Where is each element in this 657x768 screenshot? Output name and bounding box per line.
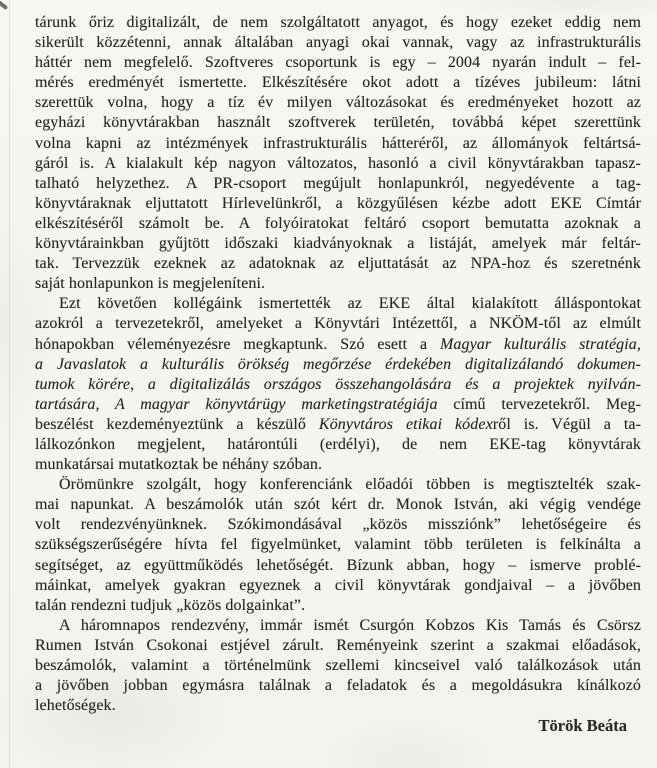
italic-text-segment: tartására, A magyar könyvtárügy marketingstratégiája (35, 395, 438, 413)
italic-text-segment: Magyar kulturális stratégia, (439, 335, 641, 353)
text-segment: ről is. Végül a ta- (492, 415, 642, 433)
text-segment: volt rendezvényünknek. Szókimondásával „közös missziónk” lehetőségeire és (35, 516, 641, 534)
text-line (35, 134, 641, 154)
text-segment: segítséget, az együttműködés lehetőségét. Bízunk abban, hogy – ismerve problé- (35, 556, 641, 574)
text-line (35, 294, 641, 314)
text-line (35, 676, 641, 696)
text-line (35, 576, 641, 596)
text-segment: beszámolók, valamint a történelmünk szellemi kincseivel való találkozások után (35, 657, 641, 674)
text-segment: azokról a tervezetekről, amelyeket a Könyvtári Intézettől, a NKÖM-től az elmúlt (35, 315, 641, 333)
text-line (35, 33, 641, 53)
scan-artifact-edge-line (9, 0, 10, 768)
text-line (35, 113, 641, 133)
text-segment: mai napunkat. A beszámolók után szót kért dr. Monok István, aki végig vendége (35, 496, 641, 514)
text-segment: máinkat, amelyek gyakran egyeznek a civil könyvtárak gondjaival – a jövőben (35, 576, 641, 594)
text-line (35, 556, 641, 576)
author-signature: Török Beáta (538, 716, 627, 735)
italic-text-segment: tumok körére, a digitalizálás országos összehangolására és a projektek nyilván- (35, 375, 641, 393)
text-segment: háttér nem megfelelő. Szoftveres csoportunk is egy – 2004 nyarán indult – fel- (35, 54, 641, 72)
text-segment: A háromnapos rendezvény, immár ismét Csurgón Kobzos Kis Tamás és Csörsz (59, 616, 641, 634)
text-segment: hónapokban véleményezésre megkaptunk. Szó esett a (35, 335, 440, 353)
text-line (35, 194, 641, 214)
text-segment: volna kapni az intézmények infrastrukturális hátteréről, az állományok feltártsá- (35, 134, 641, 152)
text-segment: talható helyzethez. A PR-csoport megújult honlapunkról, negyedévente a tag- (35, 174, 641, 192)
text-segment: szükségszerűségére hívta fel figyelmünket, valamint több területen is felkínálta a (35, 536, 641, 554)
text-segment: tárunk őriz digitalizált, de nem szolgáltatott anyagot, és hogy ezeket eddig nem (35, 14, 641, 31)
italic-text-segment: Könyvtáros etikai kódex (318, 415, 493, 433)
text-line (35, 395, 641, 415)
text-line (35, 254, 641, 274)
text-line (35, 174, 641, 194)
text-line (35, 154, 641, 174)
text-line (35, 13, 641, 33)
text-segment: Ezt követően kollégáink ismertették az EKE által kialakított álláspontokat (59, 295, 641, 313)
text-line (35, 214, 641, 234)
text-line (35, 234, 641, 254)
text-line (35, 656, 641, 676)
text-segment: mérés eredményét ismertette. Elkészítésére okot adott a tízéves jubileum: látni (35, 74, 641, 92)
text-segment: tak. Tervezzük ezeknek az adatoknak az eljuttatását az NPA-hoz és szeretnénk (35, 255, 641, 273)
text-line (35, 495, 641, 515)
text-line (35, 475, 641, 495)
text-line (35, 375, 641, 395)
text-line (35, 435, 641, 455)
text-line (35, 596, 641, 616)
text-line (35, 535, 641, 555)
text-line (35, 314, 641, 334)
text-segment: Örömünkre szolgált, hogy konferenciánk előadói többen is megtisztelték szak- (59, 476, 641, 494)
text-segment: saját honlapunkon is megjeleníteni. (35, 275, 266, 293)
text-segment: munkatársai mutatkoztak be néhány szóban. (35, 456, 323, 474)
text-segment: a jövőben jobban egymásra találnak a feladatok és a megoldásukra kínálkozó (35, 677, 641, 695)
text-segment: könyvtárainkban gyűjtött időszaki kiadványoknak a listáját, amelyek már feltár- (35, 235, 641, 253)
text-line (35, 455, 641, 475)
text-segment: könyvtáraknak eljuttatott Hírlevelünkről, a közgyűlésen kézbe adott EKE Címtár (35, 194, 641, 212)
text-segment: lálkozónkon megjelent, határontúli (erdélyi), de nem EKE-tag könyvtárak (35, 435, 641, 453)
text-line (35, 616, 641, 636)
text-segment: Rumen István Csokonai estjével zárult. Reményeink szerint a szakmai előadások, (35, 636, 641, 654)
text-line (35, 415, 641, 435)
scan-artifact-corner-mark (0, 0, 8, 10)
text-line (35, 355, 641, 375)
text-line (35, 696, 641, 716)
italic-text-segment: a Javaslatok a kulturális örökség megőrzése érdekében digitalizálandó dokumen- (35, 355, 641, 373)
text-segment: szerettük volna, hogy a tíz év milyen változásokat és eredményeket hozott az (35, 94, 641, 112)
text-segment: beszélést kezdeményeztünk a készülő (35, 415, 319, 433)
text-line (35, 335, 641, 355)
text-segment: lehetőségek. (35, 697, 116, 715)
text-line (35, 73, 641, 93)
text-segment: elkészítéséről számolt be. A folyóiratokat feltáró csoport bemutatta azoknak a (35, 214, 641, 232)
text-line (35, 274, 641, 294)
text-segment: sikerült közzétenni, annak általában anyagi okai vannak, vagy az infrastrukturális (35, 34, 641, 52)
text-line (35, 53, 641, 73)
text-segment: talán rendezni tudjuk „közös dolgainkat”. (35, 596, 306, 614)
text-line (35, 515, 641, 535)
text-segment: gáról is. A kialakult kép nagyon változatos, hasonló a civil könyvtárakban tapasz- (35, 154, 641, 172)
article-body (35, 13, 641, 716)
text-segment: című tervezetekről. Meg- (437, 395, 641, 413)
text-line (35, 93, 641, 113)
text-segment: egyházi könyvtárakban használt szoftverek területén, továbbá képet szerettünk (35, 114, 641, 132)
text-line (35, 636, 641, 656)
